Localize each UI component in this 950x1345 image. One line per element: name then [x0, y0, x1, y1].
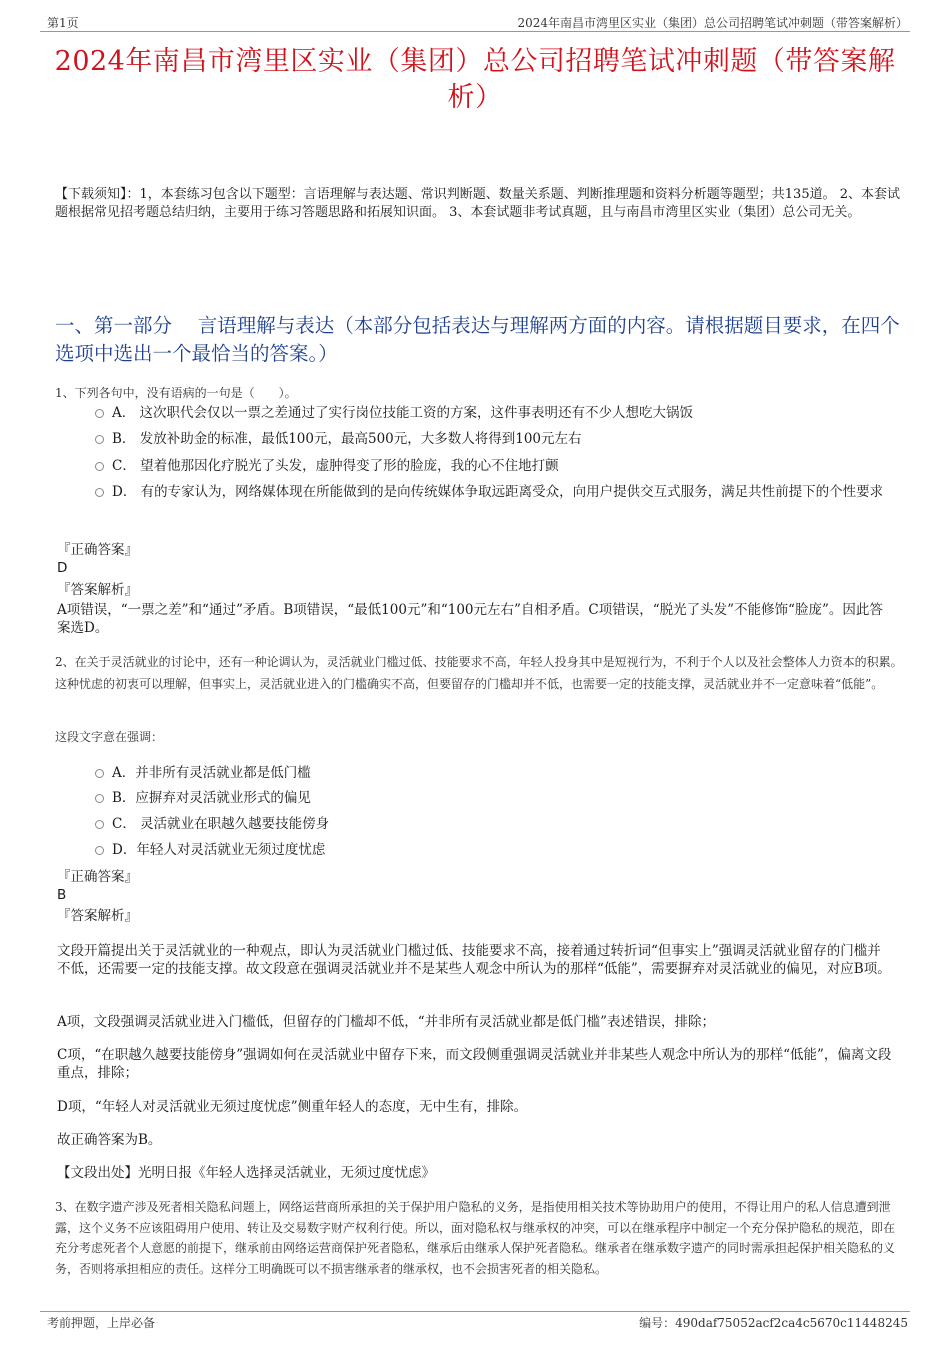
running-header: 2024年南昌市湾里区实业（集团）总公司招聘笔试冲刺题（带答案解析） — [517, 16, 908, 30]
footer-slogan: 考前押题，上岸必备 — [47, 1316, 156, 1330]
radio-icon[interactable] — [95, 409, 104, 418]
q1-option-a[interactable] — [95, 401, 890, 425]
option-text: A．并非所有灵活就业都是低门槛 — [112, 765, 311, 781]
q1-option-b[interactable] — [95, 427, 890, 451]
document-title: 2024年南昌市湾里区实业（集团）总公司招聘笔试冲刺题（带答案解析） — [54, 46, 896, 113]
q2-analysis-para: D项，“年轻人对灵活就业无须过度忧虑”侧重年轻人的态度，无中生有，排除。 — [57, 1099, 528, 1115]
q1-option-d[interactable] — [95, 480, 890, 504]
radio-icon[interactable] — [95, 462, 104, 471]
q2-analysis-label: 『答案解析』 — [57, 908, 138, 924]
q2-source: 【文段出处】光明日报《年轻人选择灵活就业，无须过度忧虑》 — [57, 1165, 435, 1181]
q2-answer-label: 『正确答案』 — [57, 869, 138, 885]
radio-icon[interactable] — [95, 794, 104, 803]
radio-icon[interactable] — [95, 488, 104, 497]
q1-option-c[interactable] — [95, 454, 890, 478]
q3-stem: 3、在数字遗产涉及死者相关隐私问题上，网络运营商所承担的关于保护用户隐私的义务，是指使用相关技术等协助用户的使用，不得让用户的私人信息遭到泄露，这个义务不应该阻碍用户使用、转让及交易数字财产权利行使。所以，面对隐私权与继承权的冲突，可以在继承程序中制定一个充分保护隐私的规范，即在充分考虑死者个人意愿的前提下，继承前由网络运营商保护死者隐私，继承后由继承人保护死者隐私。继承者在继承数字遗产的同时需承担起保护相关隐私的义务，否则将承担相应的责任。这样分工明确既可以不损害继承者的继承权，也不会损害死者的相关隐私。 — [55, 1200, 896, 1276]
q2-option-a[interactable] — [95, 761, 890, 785]
option-text: B． 发放补助金的标准，最低100元，最高500元，大多数人将得到100元左右 — [112, 431, 582, 447]
q2-option-d[interactable] — [95, 838, 890, 862]
option-text: B．应摒弃对灵活就业形式的偏见 — [112, 790, 311, 806]
section-heading: 一、第一部分 言语理解与表达（本部分包括表达与理解两方面的内容。请根据题目要求，在四个选项中选出一个最恰当的答案。） — [55, 314, 900, 365]
page-number: 第1页 — [47, 16, 79, 30]
radio-icon[interactable] — [95, 846, 104, 855]
q2-analysis-para: A项，文段强调灵活就业进入门槛低，但留存的门槛却不低，“并非所有灵活就业都是低门槛”表述错误，排除； — [57, 1014, 716, 1030]
q2-option-b[interactable] — [95, 786, 890, 810]
option-text: D．年轻人对灵活就业无须过度忧虑 — [112, 842, 326, 858]
download-notice: 【下载须知】：1，本套练习包含以下题型：言语理解与表达题、常识判断题、数量关系题、判断推理题和资料分析题等题型；共135道。 2、本套试题根据常见招考题总结归纳，主要用于练习答题思路和拓展知识面。 3、本套试题非考试真题，且与南昌市湾里区实业（集团）总公司无关。 — [55, 187, 900, 220]
option-text: D． 有的专家认为，网络媒体现在所能做到的是向传统媒体争取远距离受众，向用户提供交互式服务，满足共性前提下的个性要求 — [112, 484, 884, 500]
q2-analysis-para: C项，“在职越久越要技能傍身”强调如何在灵活就业中留存下来，而文段侧重强调灵活就业并非某些人观念中所认为的那样“低能”，偏离文段重点，排除； — [57, 1047, 892, 1081]
radio-icon[interactable] — [95, 769, 104, 778]
option-text: C． 灵活就业在职越久越要技能傍身 — [112, 816, 330, 832]
radio-icon[interactable] — [95, 435, 104, 444]
q2-prompt: 这段文字意在强调： — [55, 730, 164, 744]
q1-stem: 1、下列各句中，没有语病的一句是（ ）。 — [55, 386, 297, 400]
option-text: C． 望着他那因化疗脱光了头发，虚肿得变了形的脸庞，我的心不住地打颤 — [112, 458, 559, 474]
option-text: A． 这次职代会仅以一票之差通过了实行岗位技能工资的方案，这件事表明还有不少人想吃大锅饭 — [112, 405, 694, 421]
q2-analysis-para: 故正确答案为B。 — [57, 1132, 162, 1148]
q2-option-c[interactable] — [95, 812, 890, 836]
q1-analysis-label: 『答案解析』 — [57, 582, 138, 598]
document-serial: 编号：490daf75052acf2ca4c5670c11448245 — [639, 1316, 908, 1330]
q2-answer: B — [57, 887, 67, 903]
radio-icon[interactable] — [95, 820, 104, 829]
header-divider — [40, 31, 910, 32]
q1-analysis: A项错误，“一票之差”和“通过”矛盾。B项错误，“最低100元”和“100元左右”自相矛盾。C项错误，“脱光了头发”不能修饰“脸庞”。因此答案选D。 — [57, 602, 883, 636]
q2-analysis-para: 文段开篇提出关于灵活就业的一种观点，即认为灵活就业门槛过低、技能要求不高，接着通过转折词“但事实上”强调灵活就业留存的门槛并不低，还需要一定的技能支撑。故文段意在强调灵活就业并不是某些人观念中所认为的那样“低能”，需要摒弃对灵活就业的偏见，对应B项。 — [57, 943, 891, 977]
footer-divider — [40, 1311, 910, 1312]
q1-answer: D — [57, 560, 68, 576]
q2-stem: 2、在关于灵活就业的讨论中，还有一种论调认为，灵活就业门槛过低、技能要求不高，年轻人投身其中是短视行为，不利于个人以及社会整体人力资本的积累。这种忧虑的初衷可以理解，但事实上，灵活就业进入的门槛确实不高，但要留存的门槛却并不低，也需要一定的技能支撑，灵活就业并不一定意味着“低能”。 — [55, 655, 903, 691]
q1-answer-label: 『正确答案』 — [57, 542, 138, 558]
